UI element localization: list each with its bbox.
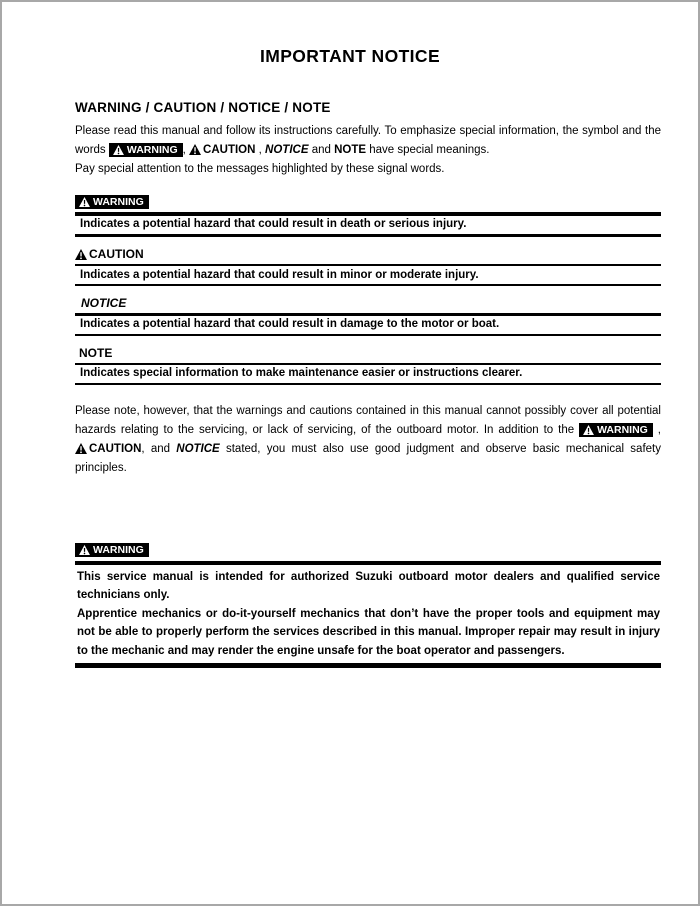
middle-text-start: Please note, however, that the warnings and cautions contained in this manual cannot possibly cover all potential hazards relating to the servicing, or lack of servicing, of the outboard motor. In addition to the — [75, 405, 661, 437]
caution-triangle-icon — [189, 144, 201, 155]
warning-label-row — [75, 542, 661, 557]
service-warning-block — [75, 542, 661, 668]
middle-comma-and: , and — [141, 443, 171, 456]
notice-definition-block — [75, 296, 661, 335]
intro-paragraph — [75, 122, 661, 179]
warning-badge-label: WARNING — [126, 143, 178, 156]
warning-badge-inline — [109, 143, 183, 158]
warning-badge — [75, 543, 149, 558]
warning-badge-inline — [579, 423, 653, 438]
caution-definition-text: Indicates a potential hazard that could result in minor or moderate injury. — [80, 268, 479, 281]
intro-comma-1: , — [182, 144, 186, 156]
middle-comma-1: , — [657, 424, 661, 437]
divider — [75, 234, 661, 237]
caution-label-row — [75, 247, 661, 261]
page-title: IMPORTANT NOTICE — [259, 46, 441, 66]
middle-text-end: stated, you must also use good judgment and observe basic mechanical safety principles. — [75, 443, 661, 475]
note-label: NOTE — [79, 345, 113, 360]
notice-word-inline: NOTICE — [265, 144, 309, 156]
warning-label-row — [75, 194, 661, 209]
intro-and: and — [311, 144, 331, 156]
divider — [75, 663, 661, 668]
note-definition-block — [75, 346, 661, 385]
note-definition-text: Indicates special information to make maintenance easier or instructions clearer. — [80, 367, 523, 380]
service-warning-text — [75, 565, 661, 663]
caution-word-label: CAUTION — [203, 144, 256, 156]
intro-second-line: Pay special attention to the messages highlighted by these signal words. — [75, 163, 445, 175]
caution-word-inline — [75, 443, 141, 455]
warning-badge-label: WARNING — [597, 423, 648, 436]
service-warning-paragraph-2: Apprentice mechanics or do-it-yourself mechanics that don’t have the proper tools and equipment may not be able to properly perform the services described in this manual. Improper repair may result in injury to the mechanic and may render the engine unsafe for the boat operator and passengers. — [77, 607, 660, 657]
note-word-inline: NOTE — [334, 144, 367, 156]
divider — [75, 383, 661, 385]
warning-definition-block — [75, 194, 661, 237]
divider — [75, 334, 661, 336]
caution-label-text: CAUTION — [89, 247, 144, 262]
intro-text-start: Please read this manual and follow its instructions carefully. To emphasize special information, the symbol and the words — [75, 125, 661, 156]
caution-triangle-icon — [75, 249, 87, 260]
caution-triangle-icon — [75, 443, 87, 454]
notice-definition-text: Indicates a potential hazard that could result in damage to the motor or boat. — [80, 318, 500, 331]
warning-triangle-icon — [113, 145, 124, 155]
warning-badge-label: WARNING — [93, 195, 144, 208]
intro-text-end: have special meanings. — [369, 144, 490, 156]
middle-paragraph — [75, 402, 661, 478]
notice-label: NOTICE — [81, 296, 127, 311]
warning-badge-label: WARNING — [93, 543, 144, 556]
warning-definition-text: Indicates a potential hazard that could result in death or serious injury. — [80, 218, 467, 231]
intro-comma-2: , — [258, 144, 262, 156]
divider — [75, 284, 661, 286]
caution-word-inline — [189, 144, 255, 156]
service-warning-paragraph-1: This service manual is intended for authorized Suzuki outboard motor dealers and qualified service technicians only. — [77, 570, 660, 602]
page-content — [75, 100, 661, 668]
caution-word-label: CAUTION — [89, 443, 142, 456]
section-heading: WARNING / CAUTION / NOTICE / NOTE — [75, 100, 331, 115]
notice-word-inline: NOTICE — [176, 443, 220, 456]
warning-triangle-icon — [583, 425, 594, 435]
caution-definition-block — [75, 247, 661, 286]
caution-label — [75, 247, 144, 261]
warning-triangle-icon — [79, 197, 90, 207]
warning-badge — [75, 195, 149, 210]
warning-triangle-icon — [79, 545, 90, 555]
